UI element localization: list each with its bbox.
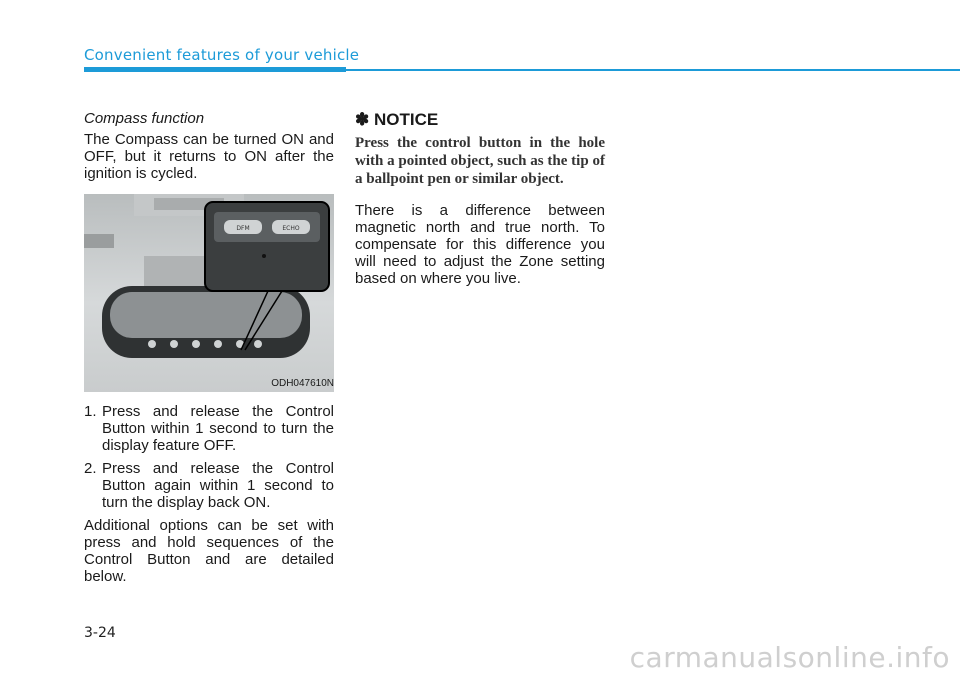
additional-paragraph: Additional options can be set with press and hold sequences of the Control Button and are detailed below. xyxy=(84,517,334,585)
mirror-button xyxy=(192,340,200,348)
list-item xyxy=(84,460,334,511)
mirror-button xyxy=(148,340,156,348)
header-rule-thin xyxy=(346,69,960,71)
intro-paragraph: The Compass can be turned ON and OFF, but it returns to ON after the ignition is cycled. xyxy=(84,131,334,182)
mirror-glass xyxy=(110,292,302,338)
right-column xyxy=(355,110,605,287)
watermark: carmanualsonline.info xyxy=(629,641,950,674)
steps-list xyxy=(84,403,334,511)
notice-body: There is a difference between magnetic north and true north. To compensate for this difference you will need to adjust the Zone setting based on where you live. xyxy=(355,202,605,287)
inset-button-label: ECHO xyxy=(282,225,300,232)
mirror-illustration xyxy=(84,194,334,392)
control-hole xyxy=(262,254,266,258)
step-number: 1. xyxy=(84,403,97,420)
mirror-button xyxy=(214,340,222,348)
subheading: Compass function xyxy=(84,110,205,127)
notice-title: ✽ NOTICE xyxy=(355,110,439,129)
header-rule-thick xyxy=(84,67,346,72)
section-header: Convenient features of your vehicle xyxy=(84,46,360,64)
visor-clip xyxy=(84,234,114,248)
step-text: Press and release the Control Button again within 1 second to turn the display back ON. xyxy=(102,460,334,511)
mirror-button xyxy=(254,340,262,348)
mirror-figure xyxy=(84,194,334,392)
notice-bold-text: Press the control button in the hole with a pointed object, such as the tip of a ballpoint pen or similar object. xyxy=(355,135,605,187)
inset-button-label: DFM xyxy=(236,225,250,232)
left-column xyxy=(84,110,334,585)
list-item xyxy=(84,403,334,454)
page-number: 3-24 xyxy=(84,625,116,641)
mirror-button xyxy=(170,340,178,348)
step-text: Press and release the Control Button within 1 second to turn the display feature OFF. xyxy=(102,403,334,454)
step-number: 2. xyxy=(84,460,97,477)
figure-code: ODH047610N xyxy=(271,378,334,389)
